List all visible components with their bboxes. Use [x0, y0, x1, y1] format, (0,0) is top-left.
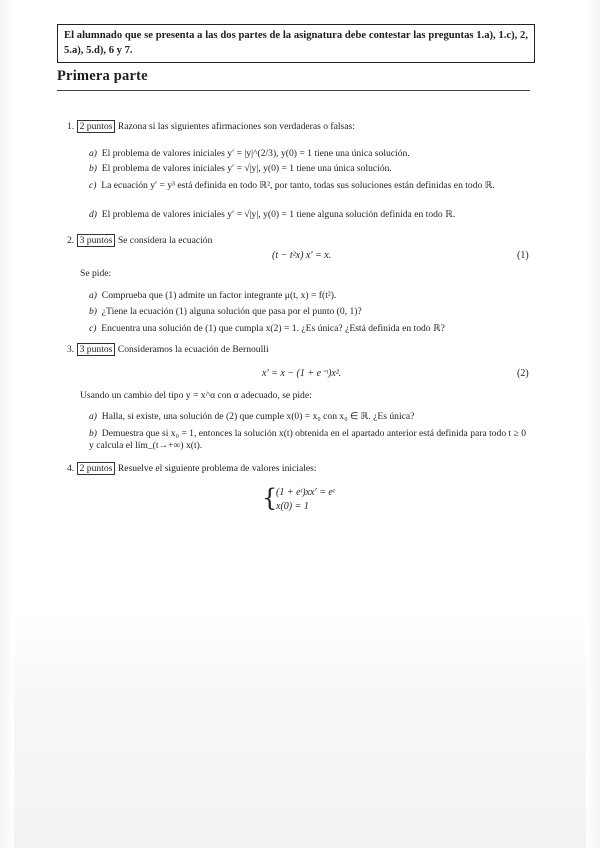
item-2a — [89, 290, 336, 302]
page-edge-right — [586, 0, 600, 848]
points-badge: 2 puntos — [77, 462, 116, 475]
item-label: b) — [89, 163, 97, 174]
item-label: c) — [89, 180, 97, 191]
item-2c — [89, 323, 445, 335]
points-badge: 2 puntos — [77, 120, 116, 133]
page-edge-left — [0, 0, 14, 848]
system-brace: { — [262, 484, 278, 512]
question-number: 2. — [67, 235, 75, 246]
item-label: d) — [89, 209, 97, 220]
ask-text: Usando un cambio del tipo y = x^α con α adecuado, se pide: — [80, 390, 312, 401]
question-intro: Se considera la ecuación — [117, 235, 213, 246]
question-3-header — [67, 344, 269, 356]
question-number: 4. — [67, 463, 75, 474]
question-2-header — [67, 235, 212, 247]
item-text: Demuestra que si x₀ = 1, entonces la solución x(t) obtenida en el apartado anterior está definida para todo t ≥ 0 y calcula el lím_(t→+∞) x(t). — [89, 428, 527, 451]
item-1a — [89, 148, 410, 160]
item-text: ¿Tiene la ecuación (1) alguna solución que pasa por el punto (0, 1)? — [101, 306, 362, 317]
item-text: El problema de valores iniciales y′ = √|y|, y(0) = 1 tiene alguna solución definida en todo ℝ. — [101, 209, 456, 220]
item-text: Comprueba que (1) admite un factor integrante μ(t, x) = f(t²). — [101, 290, 337, 301]
question-intro: Razona si las siguientes afirmaciones son verdaderas o falsas: — [117, 121, 355, 132]
item-label: a) — [89, 290, 97, 301]
question-1-header — [67, 121, 355, 133]
item-text: La ecuación y′ = y³ está definida en todo ℝ², por tanto, todas sus soluciones están definidas en todo ℝ. — [101, 180, 495, 191]
question-4-header — [67, 463, 317, 475]
item-3b — [89, 428, 531, 452]
item-label: b) — [89, 306, 97, 317]
item-1b — [89, 163, 392, 175]
question-intro: Consideramos la ecuación de Bernoulli — [117, 344, 269, 355]
item-text: Halla, si existe, una solución de (2) que cumple x(0) = x₀ con x₀ ∈ ℝ. ¿Es única? — [101, 411, 415, 422]
item-2b — [89, 306, 362, 318]
question-number: 1. — [67, 121, 75, 132]
section-divider — [57, 90, 530, 91]
equation-1: (t − t²x) x′ = x. — [272, 250, 332, 261]
page-shadow — [0, 612, 600, 848]
item-text: Encuentra una solución de (1) que cumpla x(2) = 1. ¿Es única? ¿Está definida en todo ℝ? — [101, 323, 445, 334]
ask-text: Se pide: — [80, 268, 112, 279]
item-text: El problema de valores iniciales y′ = |y|^(2/3), y(0) = 1 tiene una única solución. — [101, 148, 410, 159]
question-number: 3. — [67, 344, 75, 355]
section-title: Primera parte — [57, 68, 148, 84]
item-3a — [89, 411, 414, 423]
item-text: El problema de valores iniciales y′ = √|y|, y(0) = 1 tiene una única solución. — [101, 163, 392, 174]
system-equation-2: x(0) = 1 — [276, 501, 309, 512]
instructions-box: El alumnado que se presenta a las dos partes de la asignatura debe contestar las preguntas 1.a), 1.c), 2, 5.a), 5.d), 6 y 7. — [57, 24, 535, 63]
equation-2: x′ = x − (1 + e⁻ᵗ)x². — [262, 368, 342, 379]
item-label: c) — [89, 323, 97, 334]
system-equation-1: (1 + eᵗ)xx′ = eᵗ — [276, 487, 335, 498]
points-badge: 3 puntos — [77, 343, 116, 356]
equation-number: (2) — [517, 368, 529, 379]
item-1c — [89, 180, 529, 192]
item-label: a) — [89, 148, 97, 159]
item-label: b) — [89, 428, 97, 439]
item-1d — [89, 209, 455, 221]
item-label: a) — [89, 411, 97, 422]
points-badge: 3 puntos — [77, 234, 116, 247]
equation-number: (1) — [517, 250, 529, 261]
question-intro: Resuelve el siguiente problema de valores iniciales: — [117, 463, 317, 474]
